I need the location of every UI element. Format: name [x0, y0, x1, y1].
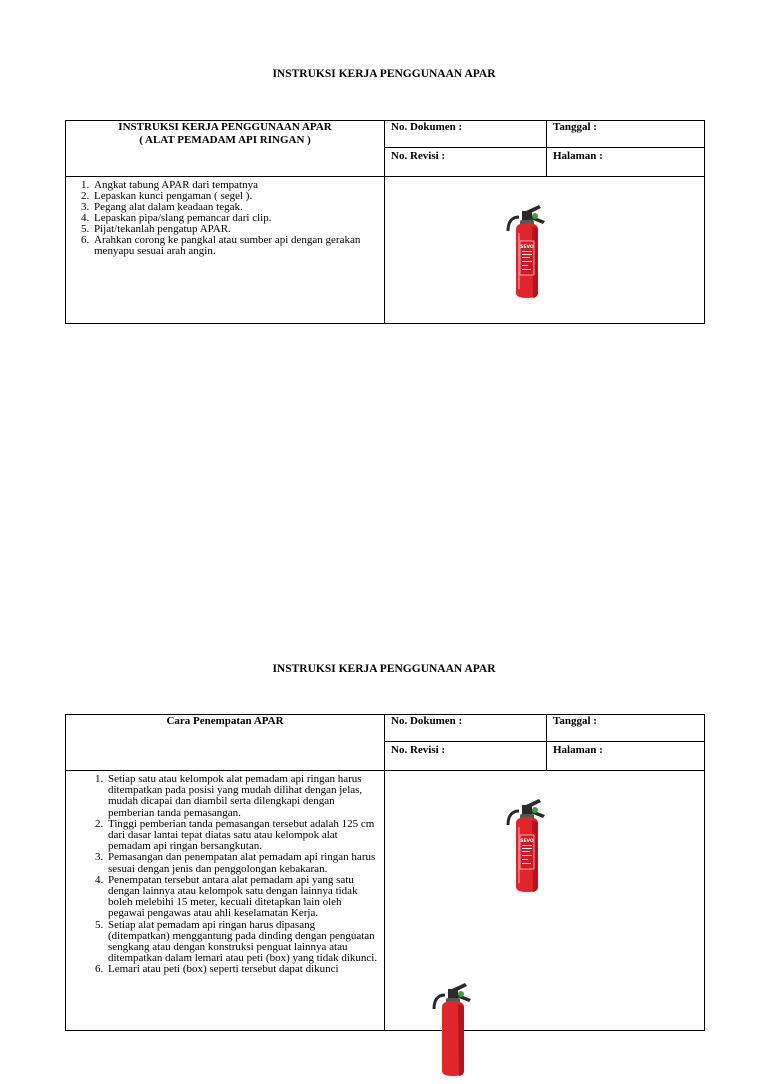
halaman-label: Halaman : — [547, 148, 705, 177]
no-dokumen-label: No. Dokumen : — [385, 715, 547, 742]
fire-extinguisher-icon — [431, 981, 481, 1084]
steps-cell — [66, 771, 385, 1031]
no-revisi-label: No. Revisi : — [385, 148, 547, 177]
no-dokumen-label: No. Dokumen : — [385, 121, 547, 148]
steps-cell — [66, 177, 385, 324]
list-item: 5. Setiap alat pemadam api ringan harus dipasang (ditempatkan) menggantung pada dinding dengan penguatan sengkang atau dengan konstruksi penguat lainnya atau ditempatkan dalam lemari atau peti (box) yang tidak dikunci. — [106, 920, 378, 965]
page-title-2: INSTRUKSI KERJA PENGGUNAAN APAR — [272, 663, 496, 675]
instruction-table-2 — [65, 714, 705, 1031]
list-item: 6. Lemari atau peti (box) seperti tersebut dapat dikunci — [106, 964, 378, 975]
header-line-1: INSTRUKSI KERJA PENGGUNAAN APAR — [118, 121, 332, 133]
image-cell — [385, 771, 705, 1031]
extinguisher-brand: SEVO — [520, 839, 534, 844]
list-item: 4. Lepaskan pipa/slang pemancar dari clip. — [92, 213, 378, 224]
list-item: 6. Arahkan corong ke pangkal atau sumber api dengan gerakan menyapu sesuai arah angin. — [92, 235, 378, 257]
fire-extinguisher-icon — [505, 203, 555, 306]
table-header-title — [66, 715, 385, 771]
image-cell — [385, 177, 705, 324]
steps-list — [70, 180, 378, 257]
list-item: 3. Pegang alat dalam keadaan tegak. — [92, 202, 378, 213]
page-title-1: INSTRUKSI KERJA PENGGUNAAN APAR — [272, 68, 496, 80]
tanggal-label: Tanggal : — [547, 121, 705, 148]
list-item: 3. Pemasangan dan penempatan alat pemadam api ringan harus sesuai dengan jenis dan penggolongan kebakaran. — [106, 852, 378, 874]
header-line-1: Cara Penempatan APAR — [166, 715, 284, 727]
list-item: 2. Lepaskan kunci pengaman ( segel ). — [92, 191, 378, 202]
header-line-2: ( ALAT PEMADAM API RINGAN ) — [139, 134, 311, 146]
table-header-title — [66, 121, 385, 177]
list-item: 4. Penempatan tersebut antara alat pemadam api yang satu dengan lainnya atau kelompok satu dengan lainnya tidak boleh melebihi 15 meter, kecuali ditetapkan lain oleh pegawai pengawas atau ahli keselamatan Kerja. — [106, 875, 378, 920]
list-item: 1. Angkat tabung APAR dari tempatnya — [92, 180, 378, 191]
steps-list — [70, 774, 378, 976]
no-revisi-label: No. Revisi : — [385, 742, 547, 771]
halaman-label: Halaman : — [547, 742, 705, 771]
tanggal-label: Tanggal : — [547, 715, 705, 742]
list-item: 1. Setiap satu atau kelompok alat pemadam api ringan harus ditempatkan pada posisi yang mudah dilihat dengan jelas, mudah dicapai dan diambil serta dilengkapi dengan pemberian tanda pemasangan. — [106, 774, 378, 819]
fire-extinguisher-icon — [505, 797, 555, 900]
instruction-table-1 — [65, 120, 705, 324]
extinguisher-brand: SEVO — [520, 245, 534, 250]
list-item: 2. Tinggi pemberian tanda pemasangan tersebut adalah 125 cm dari dasar lantai tepat diatas satu atau kelompok alat pemadam api ringan bersangkutan. — [106, 819, 378, 853]
list-item: 5. Pijat/tekanlah pengatup APAR. — [92, 224, 378, 235]
